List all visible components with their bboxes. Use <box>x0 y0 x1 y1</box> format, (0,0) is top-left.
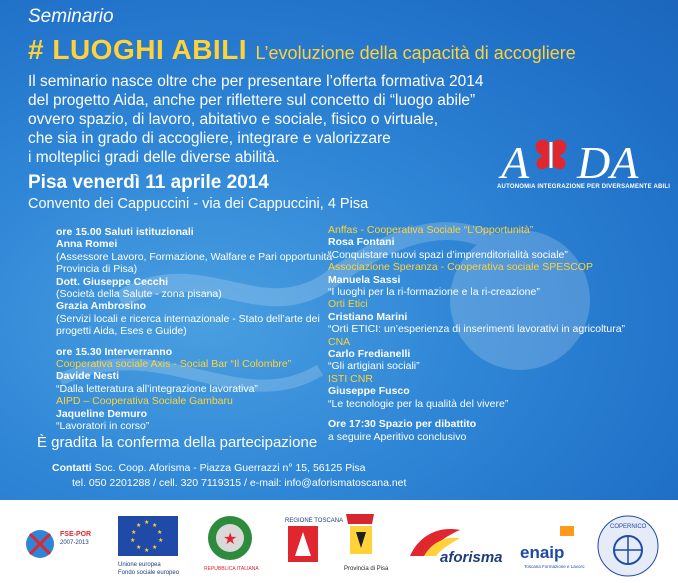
talk-title: “Orti ETICI: un’esperienza di inserimenti lavorativi in agricoltura” <box>328 323 626 336</box>
svg-text:★: ★ <box>158 537 164 544</box>
svg-text:Unione europea: Unione europea <box>118 562 161 568</box>
program-heading: ore 15.30 Interverranno <box>56 345 173 358</box>
svg-text:★: ★ <box>144 519 150 526</box>
intro-paragraph <box>28 72 498 167</box>
talk-title: “Lavoratori in corso” <box>56 420 150 433</box>
speaker-name: Manuela Sassi <box>328 273 401 286</box>
closing-subtitle: a seguire Aperitivo conclusivo <box>328 430 467 443</box>
speaker-name: Grazia Ambrosino <box>56 300 147 313</box>
svg-text:FSE-POR: FSE-POR <box>60 531 92 538</box>
svg-text:★: ★ <box>144 547 150 554</box>
organization: Cooperativa sociale Axis - Social Bar “Il Colombre” <box>56 358 292 371</box>
program-heading: ore 15.00 Saluti istituzionali <box>56 226 194 238</box>
title-row <box>28 34 576 66</box>
svg-text:REPUBBLICA ITALIANA: REPUBBLICA ITALIANA <box>204 566 259 572</box>
svg-text:★: ★ <box>152 544 158 551</box>
talk-title: “Dalla letteratura all’integrazione lavorativa” <box>56 382 258 395</box>
speaker-role: (Assessore Lavoro, Formazione, Walfare e Pari opportunità <box>56 250 333 263</box>
butterfly-icon <box>536 140 567 169</box>
seminar-label: Seminario <box>28 6 114 27</box>
program-left-column <box>56 226 333 433</box>
speaker-name: Rosa Fontani <box>328 236 395 249</box>
svg-text:Provincia di Pisa: Provincia di Pisa <box>344 566 389 572</box>
speaker-name: Anna Romei <box>56 238 118 251</box>
contact-phones[interactable]: tel. 050 2201288 / cell. 320 7119315 / e-mail: info@aforismatoscana.net <box>72 477 407 489</box>
speaker-name: Carlo Fredianelli <box>328 348 411 361</box>
contact-label: Contatti <box>52 462 92 474</box>
speaker-role: (Società della Salute - zona pisana) <box>56 288 222 301</box>
speaker-name: Cristiano Marini <box>328 310 408 323</box>
svg-text:★: ★ <box>130 537 136 544</box>
speaker-role: Provincia di Pisa) <box>56 263 138 276</box>
event-venue: Convento dei Cappuccini - via dei Cappuccini, 4 Pisa <box>28 196 369 212</box>
svg-text:A: A <box>501 137 530 187</box>
organization: Orti Etici <box>328 298 368 311</box>
speaker-name: Giuseppe Fusco <box>328 385 410 398</box>
speaker-name: Dott. Giuseppe Cecchi <box>56 275 169 288</box>
speaker-name: Jaqueline Demuro <box>56 407 148 420</box>
svg-text:aforisma: aforisma <box>440 549 503 566</box>
svg-text:★: ★ <box>157 529 163 536</box>
organization: AIPD – Cooperativa Sociale Gambaru <box>56 395 233 408</box>
aida-tagline: AUTONOMIA INTEGRAZIONE PER DIVERSAMENTE ABILI <box>497 184 671 190</box>
svg-text:Fondo sociale europeo: Fondo sociale europeo <box>118 570 180 576</box>
svg-text:Toscana Formazione e Lavoro: Toscana Formazione e Lavoro <box>524 564 585 569</box>
svg-text:★: ★ <box>136 544 142 551</box>
organization: Associazione Speranza - Cooperativa sociale SPESCOP <box>328 261 593 274</box>
event-date: Pisa venerdì 11 aprile 2014 <box>28 172 269 193</box>
intro-line: Il seminario nasce oltre che per presentare l’offerta formativa 2014 <box>28 73 484 90</box>
contact-line <box>52 462 366 474</box>
svg-text:enaip: enaip <box>520 543 565 562</box>
intro-line: del progetto Aida, anche per riflettere sul concetto di “luogo abile” <box>28 92 476 109</box>
organization: Anffas - Cooperativa Sociale “L’Opportunità” <box>328 224 534 236</box>
speaker-name: Davide Nesti <box>56 370 120 383</box>
talk-title: “Conquistare nuovi spazi d’imprenditorialità sociale” <box>328 248 568 261</box>
intro-line: i molteplici gradi delle diverse abilità. <box>28 149 280 166</box>
event-subtitle: L’evoluzione della capacità di accogliere <box>255 43 576 63</box>
rsvp-notice: È gradita la conferma della partecipazione <box>37 434 318 451</box>
copernico-logo <box>598 516 658 576</box>
intro-line: che sia in grado di accogliere, integrare e valorizzare <box>28 130 391 147</box>
event-title: # LUOGHI ABILI <box>28 34 248 65</box>
talk-title: “Le tecnologie per la qualità del vivere” <box>328 397 509 410</box>
svg-text:2007-2013: 2007-2013 <box>60 540 89 546</box>
speaker-role: (Servizi locali e ricerca internazionale - Stato dell’arte dei <box>56 312 320 325</box>
program-right-column <box>328 216 628 443</box>
intro-line: ovvero spazio, di lavoro, abitativo e sociale, fisico o virtuale, <box>28 111 439 128</box>
svg-text:DA: DA <box>577 137 639 187</box>
closing-heading: Ore 17:30 Spazio per dibattito <box>328 418 477 431</box>
contact-address: Soc. Coop. Aforisma - Piazza Guerrazzi n° 15, 56125 Pisa <box>94 462 366 474</box>
svg-text:REGIONE TOSCANA: REGIONE TOSCANA <box>285 518 344 524</box>
aida-logo <box>497 132 657 187</box>
svg-text:★: ★ <box>223 529 238 548</box>
svg-text:★: ★ <box>152 522 158 529</box>
talk-title: “Gli artigiani sociali” <box>328 360 420 373</box>
speaker-role: progetti Aida, Eses e Guide) <box>56 325 187 338</box>
sponsor-logos-strip <box>0 500 678 583</box>
svg-text:★: ★ <box>136 522 142 529</box>
organization: ISTI CNR <box>328 372 373 385</box>
organization: CNA <box>328 335 351 348</box>
talk-title: “I luoghi per la ri-formazione e la ri-creazione” <box>328 286 540 299</box>
svg-text:COPERNICO: COPERNICO <box>610 524 647 530</box>
svg-text:★: ★ <box>131 529 137 536</box>
